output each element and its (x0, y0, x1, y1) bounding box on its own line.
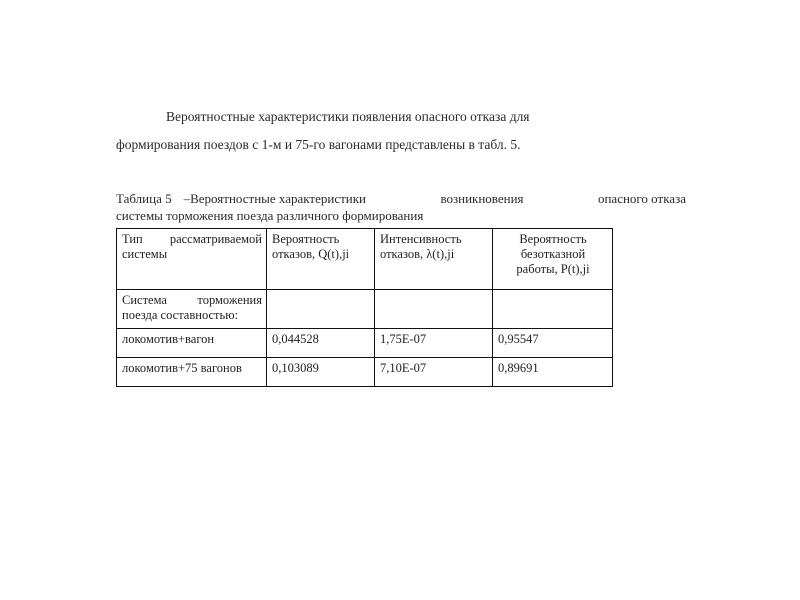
intro-paragraph (116, 103, 676, 159)
header-system-type-line2: системы (122, 247, 168, 261)
table-row (117, 358, 613, 387)
header-cell-reliability (493, 229, 613, 290)
row-reliability: 0,89691 (493, 358, 613, 387)
header-cell-failure-rate (375, 229, 493, 290)
header-cell-system-type (117, 229, 267, 290)
group-row-cell-lambda (375, 290, 493, 329)
group-row-word-2: торможения (197, 293, 262, 307)
header-system-type-word-1: Тип (122, 232, 143, 246)
caption-line-1 (116, 190, 686, 207)
caption-label: Таблица 5 (116, 191, 172, 206)
header-failure-rate-line2: отказов, λ(t),ji (380, 247, 455, 261)
caption-line-2: системы торможения поезда различного формирования (116, 208, 424, 223)
row-name: локомотив+75 вагонов (117, 358, 267, 387)
header-reliability-line1: Вероятность (519, 232, 587, 246)
header-reliability-line2: безотказной (520, 247, 586, 261)
table-caption (116, 190, 686, 224)
caption-title-part-b: возникновения (440, 191, 524, 206)
row-failure-rate: 1,75E-07 (375, 329, 493, 358)
group-row-label-line1 (122, 293, 262, 308)
group-row-cell-q (267, 290, 375, 329)
row-failure-rate: 7,10E-07 (375, 358, 493, 387)
header-system-type-line1 (122, 232, 262, 247)
header-failure-probability-line2: отказов, Q(t),ji (272, 247, 350, 261)
row-failure-probability: 0,103089 (267, 358, 375, 387)
group-row-cell-p (493, 290, 613, 329)
probability-characteristics-table (116, 228, 613, 387)
table-row (117, 329, 613, 358)
caption-title-part-a: –Вероятностные характеристики (183, 191, 367, 206)
table-header-row (117, 229, 613, 290)
header-failure-rate-line1: Интенсивность (380, 232, 462, 246)
header-reliability-line3: работы, P(t),ji (516, 262, 590, 276)
row-name: локомотив+вагон (117, 329, 267, 358)
header-cell-failure-probability (267, 229, 375, 290)
caption-title (172, 190, 686, 207)
row-reliability: 0,95547 (493, 329, 613, 358)
row-failure-probability: 0,044528 (267, 329, 375, 358)
header-failure-probability-line1: Вероятность (272, 232, 340, 246)
caption-title-part-c: опасного отказа (597, 191, 686, 206)
group-row-label (117, 290, 267, 329)
intro-line-1: Вероятностные характеристики появления опасного отказа для (166, 109, 530, 124)
group-row-label-line2: поезда составностью: (122, 308, 239, 322)
group-row-word-1: Система (122, 293, 167, 307)
intro-line-2: формирования поездов с 1-м и 75-го вагонами представлены в табл. 5. (116, 137, 521, 152)
header-system-type-word-2: рассматриваемой (169, 232, 262, 246)
table-group-row (117, 290, 613, 329)
